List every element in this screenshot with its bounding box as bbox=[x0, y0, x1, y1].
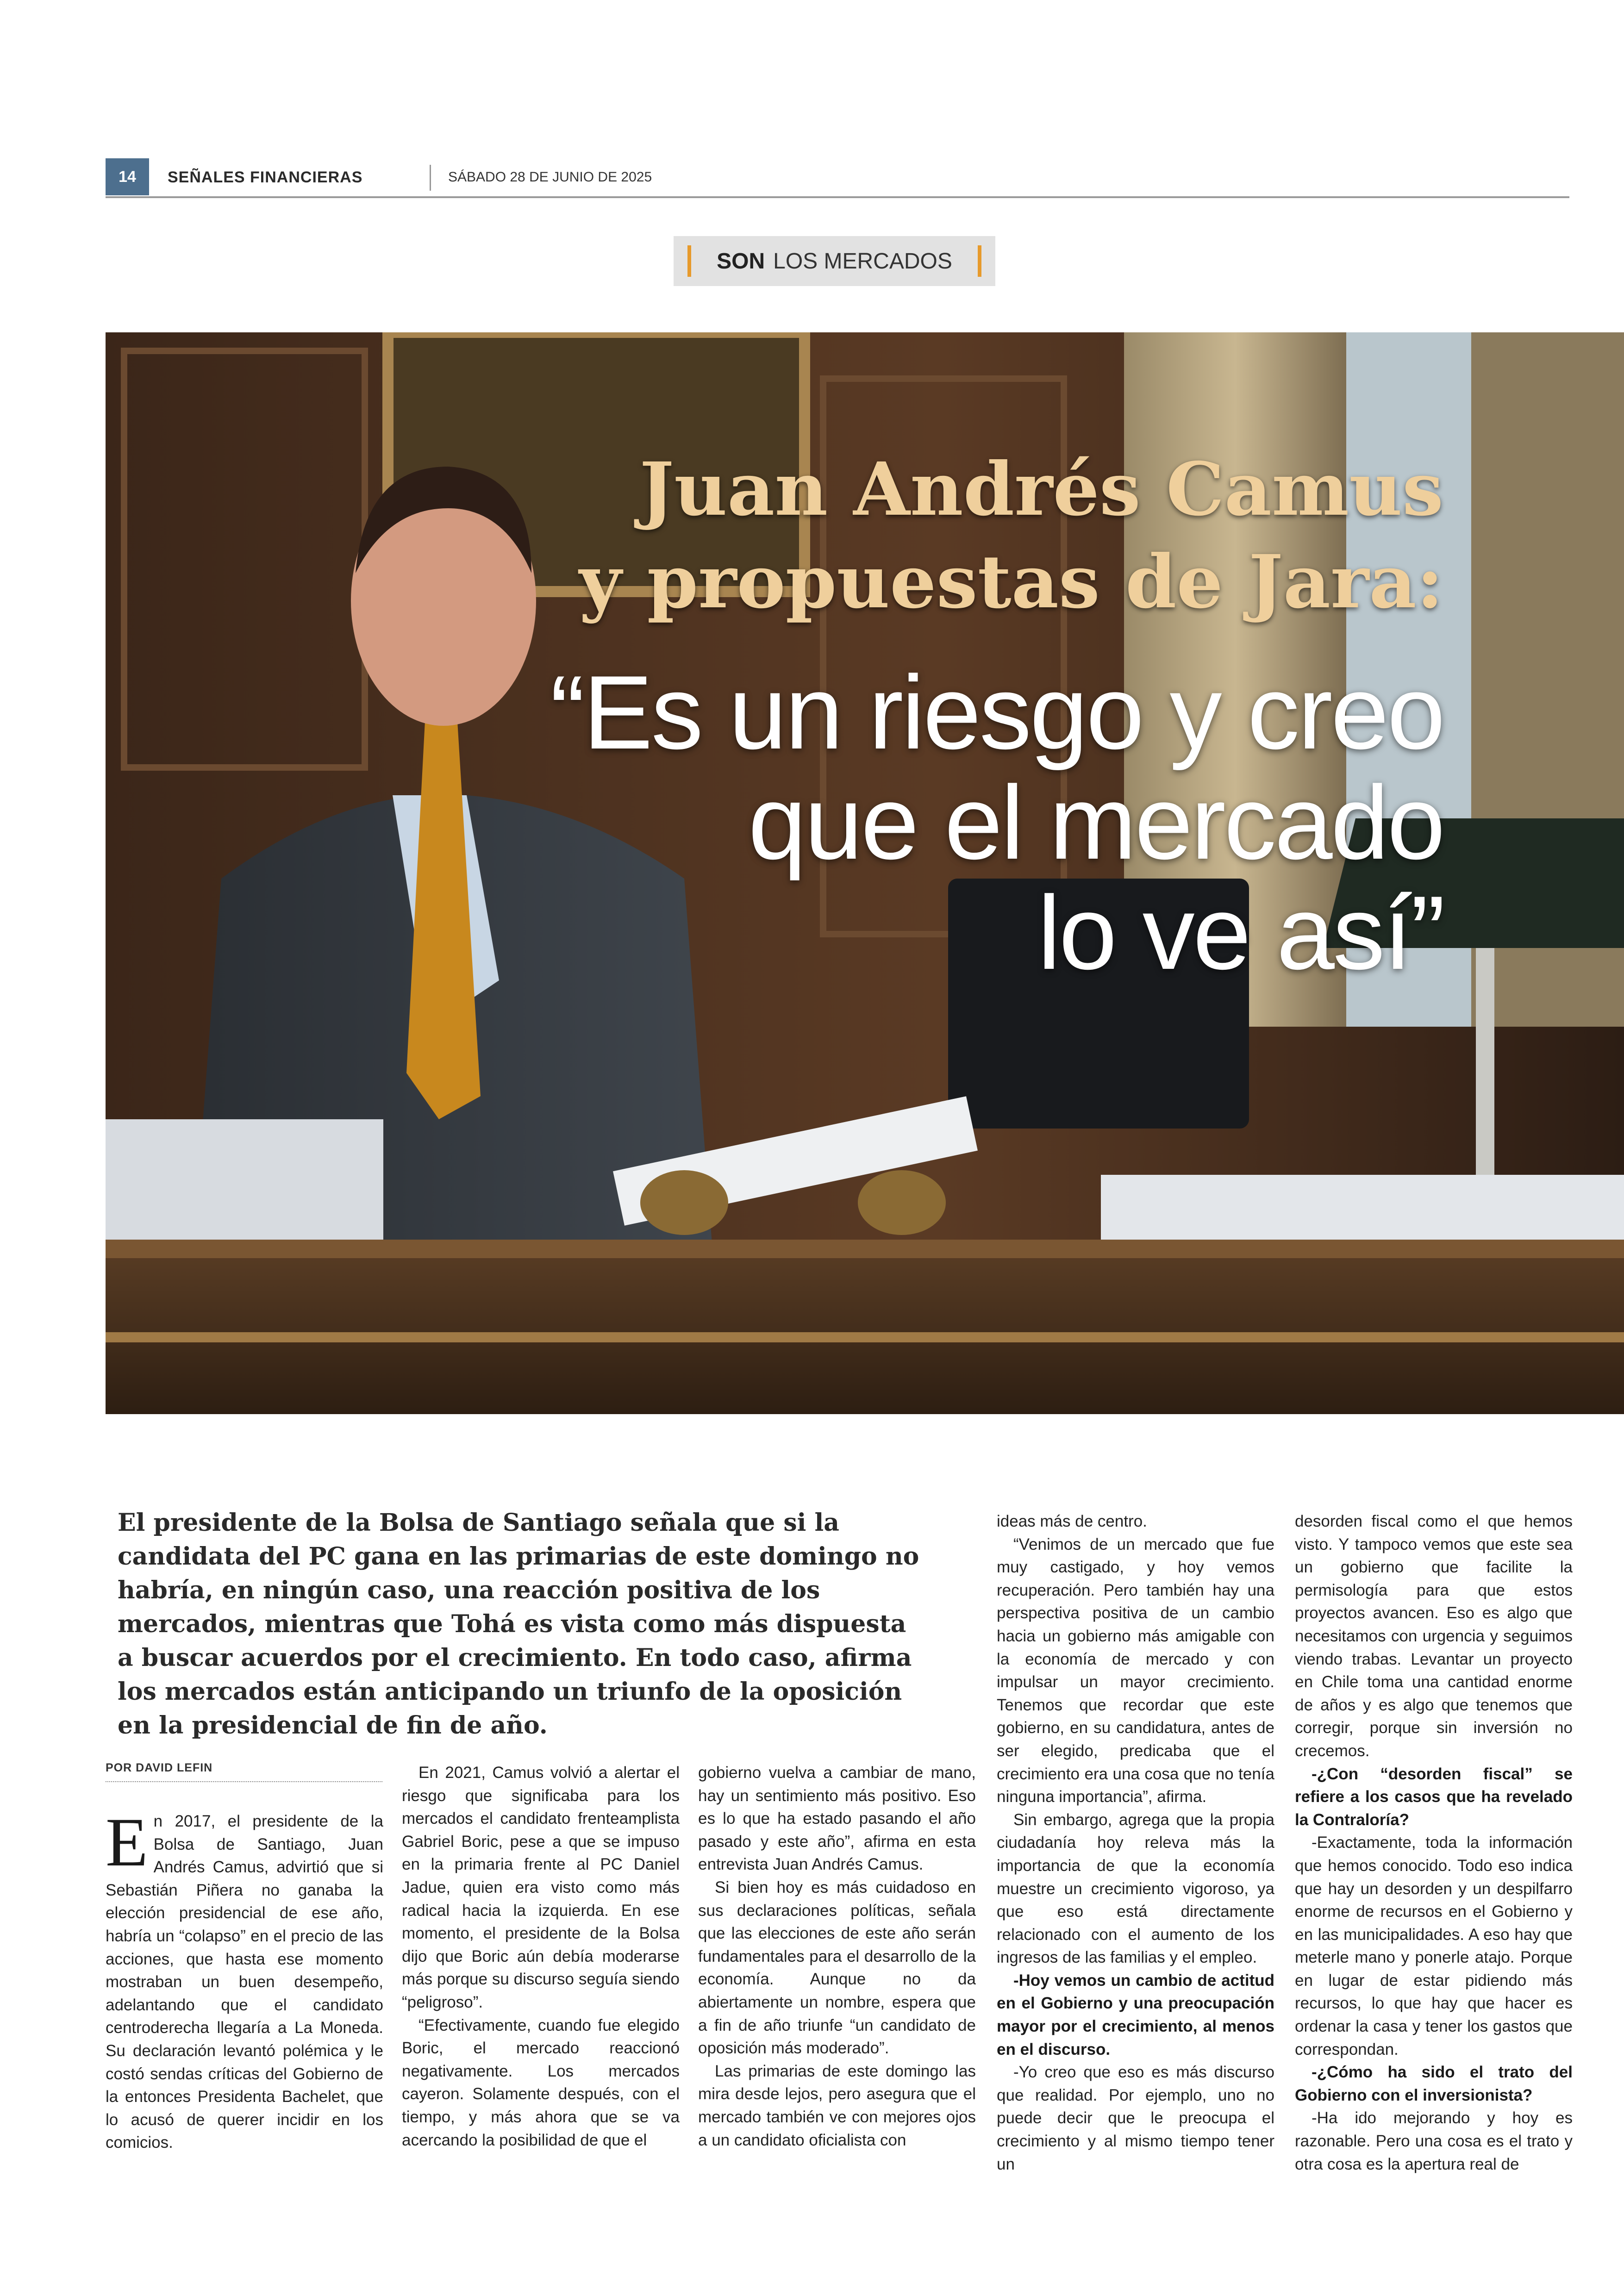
headline-quote-line-3: lo ve así” bbox=[1037, 874, 1443, 991]
article-paragraph: Sin embargo, agrega que la propia ciudadanía hoy releva más la importancia de que la economía muestre un crecimiento vigoroso, ya que eso está directamente relacionado con el aumento de los ingresos de las familias y el empleo. bbox=[997, 1810, 1274, 1967]
section-label-light: LOS MERCADOS bbox=[773, 249, 952, 274]
desk-lamp-stand bbox=[1476, 948, 1494, 1207]
section-label-bold: SON bbox=[717, 249, 765, 274]
article-paragraph-text: n 2017, el presidente de la Bolsa de Santiago, Juan Andrés Camus, advirtió que si Sebastián Piñera no ganaba la elección presidencial de ese año, habría un “colapso” en el precio de las acciones, que hasta ese momento mostraban un buen desempeño, adelantando que el candidato centroderecha llegaría a La Moneda. Su declaración levantó polémica y le costó sendas críticas del Gobierno de la entonces Presidenta Bachelet, que lo acusó de querer incidir en los comicios. bbox=[106, 1812, 383, 2152]
interview-question: -¿Con “desorden fiscal” se refiere a los casos que ha revelado la Contraloría? bbox=[1295, 1765, 1573, 1829]
headline-title bbox=[379, 443, 1443, 629]
article-paragraph: Las primarias de este domingo las mira desde lejos, pero asegura que el mercado también ve con mejores ojos a un candidato oficialista con bbox=[698, 2062, 976, 2149]
desk-edge bbox=[106, 1240, 1624, 1258]
article-paragraph: En 2021, Camus volvió a alertar el riesgo que significaba para los mercados el candidato frenteamplista Gabriel Boric, pese a que se impuso en la primaria frente al PC Daniel Jadue, quien era visto como más radical hacia la izquierda. En ese momento, el presidente de la Bolsa dijo que Boric aún debía moderarse más porque su discurso seguía siendo “peligroso”. bbox=[402, 1764, 680, 2011]
inkwell bbox=[640, 1170, 728, 1235]
section-bar-right bbox=[978, 245, 981, 277]
interview-answer: -Exactamente, toda la información que hemos conocido. Todo eso indica que hay un desorden y un despilfarro enorme de recursos en el Gobierno y en las municipalidades. A eso hay que meterle mano y ponerle atajo. Porque en lugar de estar pidiendo más recursos, lo que hay que hacer es ordenar la casa y tener los gastos que correspondan. bbox=[1295, 1834, 1573, 2058]
article-column-2 bbox=[402, 1761, 680, 2152]
byline: POR DAVID LEFIN bbox=[106, 1761, 382, 1782]
interview-question: -Hoy vemos un cambio de actitud en el Gobierno y una preocupación mayor por el crecimiento, al menos en el discurso. bbox=[997, 1971, 1274, 2058]
headline-line-1: Juan Andrés Camus bbox=[639, 447, 1443, 532]
lead-paragraph: El presidente de la Bolsa de Santiago señala que si la candidata del PC gana en las primarias de este domingo no habría, en ningún caso, una reacción positiva de los mercados, mientras que Tohá es vista como más dispuesta a buscar acuerdos por el crecimiento. En todo caso, afirma los mercados están anticipando un triunfo de la oposición en la presidencial de fin de año. bbox=[118, 1509, 919, 1740]
headline-quote-line-2: que el mercado bbox=[748, 764, 1443, 881]
article-column-5 bbox=[1295, 1510, 1573, 2176]
article-paragraph: gobierno vuelva a cambiar de mano, hay un sentimiento más positivo. Eso es lo que ha estado pasando el año pasado y este año”, afirma en esta entrevista Juan Andrés Camus. bbox=[698, 1764, 976, 1874]
article-paragraph: “Efectivamente, cuando fue elegido Boric, el mercado reaccionó negativamente. Los mercados cayeron. Solamente después, con el tiempo, y más ahora que se va acercando la posibilidad de que el bbox=[402, 2016, 680, 2149]
desk-trim bbox=[106, 1332, 1624, 1342]
interview-answer: -Ha ido mejorando y hoy es razonable. Pero una cosa es el trato y otra cosa es la apertura real de bbox=[1295, 2109, 1573, 2173]
drop-cap: E bbox=[106, 1804, 148, 1881]
interview-answer: desorden fiscal como el que hemos visto. Y tampoco vemos que este sea un gobierno que facilite la permisología para que estos proyectos avancen. Eso es algo que necesitamos con urgencia y seguimos viendo trabas. Levantar un proyecto en Chile toma una cantidad enorme de años y es algo que tenemos que corregir, porque sin inversión no crecemos. bbox=[1295, 1512, 1573, 1760]
section-bar-left bbox=[687, 245, 691, 277]
page-number: 14 bbox=[106, 158, 149, 195]
page-header bbox=[106, 158, 1569, 198]
headline-quote-line-1: “Es un riesgo y creo bbox=[550, 654, 1443, 771]
desk bbox=[106, 1240, 1624, 1414]
issue-date: SÁBADO 28 DE JUNIO DE 2025 bbox=[448, 169, 652, 185]
headline-line-2: y propuestas de Jara: bbox=[579, 539, 1443, 625]
inkwell bbox=[858, 1170, 946, 1235]
article-column-3 bbox=[698, 1761, 976, 2152]
headline-quote bbox=[286, 654, 1443, 991]
interview-question: -¿Cómo ha sido el trato del Gobierno con el inversionista? bbox=[1295, 2063, 1573, 2104]
header-divider bbox=[430, 165, 431, 191]
article-paragraph: Si bien hoy es más cuidadoso en sus declaraciones políticas, señala que las elecciones de este año serán fundamentales para el desarrollo de la economía. Aunque no da abiertamente un nombre, espera que a fin de año triunfe “un candidato de oposición más moderado”. bbox=[698, 1878, 976, 2058]
article-column-4 bbox=[997, 1510, 1274, 2176]
article-paragraph: ideas más de centro. bbox=[997, 1512, 1147, 1530]
article-paragraph bbox=[106, 1804, 383, 2154]
publication-name: SEÑALES FINANCIERAS bbox=[168, 168, 363, 186]
interview-answer: -Yo creo que eso es más discurso que realidad. Por ejemplo, uno no puede decir que le preocupa el crecimiento y al mismo tiempo tener un bbox=[997, 2063, 1274, 2173]
article-column-1 bbox=[106, 1804, 383, 2154]
section-label bbox=[674, 236, 995, 286]
article-paragraph: “Venimos de un mercado que fue muy castigado, y hoy vemos recuperación. Pero también hay una perspectiva positiva de un cambio hacia un gobierno más amigable con la economía de mercado y con impulsar un mayor crecimiento. Tenemos que recordar que este gobierno, en su candidatura, antes de ser elegido, predicaba que el crecimiento era una cosa que no tenía ninguna importancia”, afirma. bbox=[997, 1535, 1274, 1806]
